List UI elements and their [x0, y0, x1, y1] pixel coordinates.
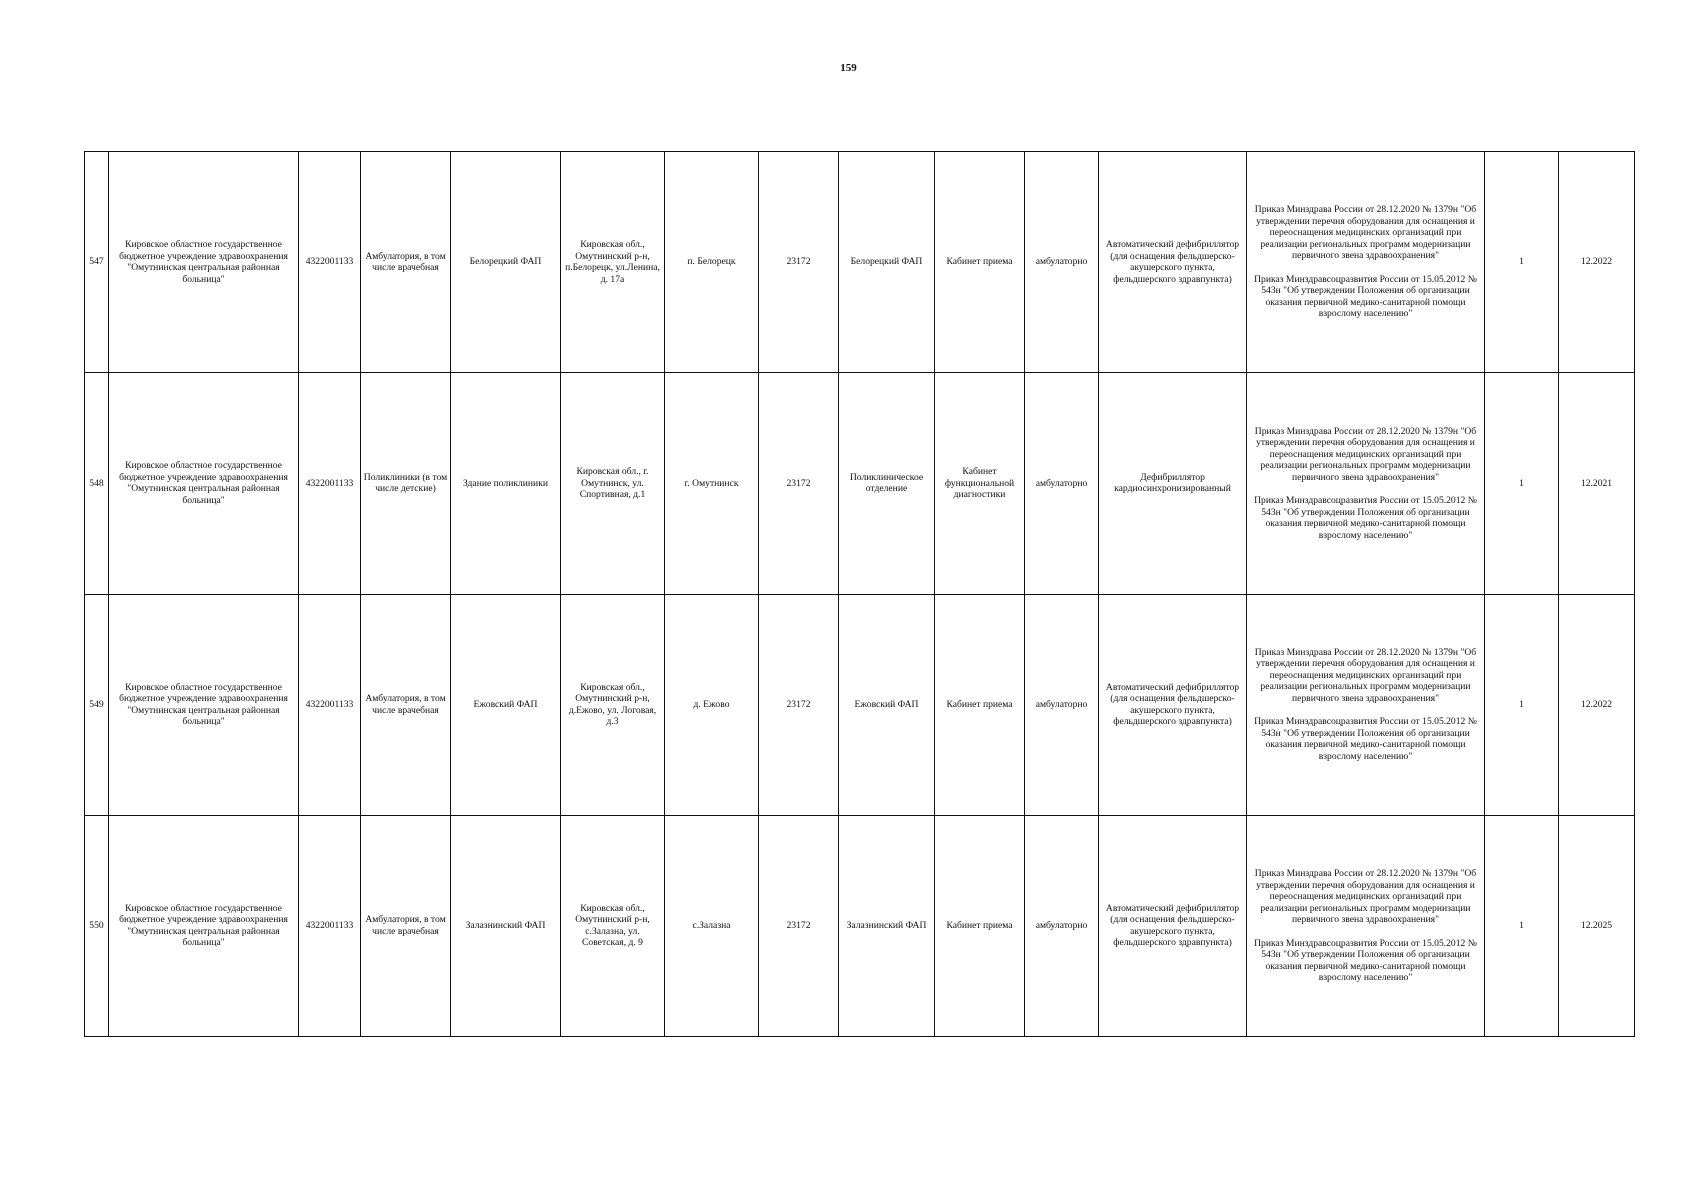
inn: 4322001133: [299, 815, 361, 1036]
facility-type: Амбулатория, в том числе врачебная: [361, 594, 451, 815]
institution-name: Кировское областное государственное бюджетное учреждение здравоохранения "Омутнинская центральная районная больница": [109, 152, 299, 373]
building-name: Здание поликлиники: [451, 373, 561, 594]
inn: 4322001133: [299, 594, 361, 815]
order-543n: Приказ Минздравсоцразвития России от 15.05.2012 № 543н "Об утверждении Положения об организации оказания первичной медико-санитарной помощи взрослому населению": [1254, 273, 1477, 320]
normative-acts: [1247, 594, 1485, 815]
room-name: Кабинет приема: [935, 815, 1025, 1036]
building-name: Ежовский ФАП: [451, 594, 561, 815]
locality: с.Залазна: [665, 815, 759, 1036]
delivery-date: 12.2022: [1559, 152, 1635, 373]
table-row: [85, 152, 1635, 373]
row-number: 549: [85, 594, 109, 815]
table-row: [85, 373, 1635, 594]
table-row: [85, 815, 1635, 1036]
row-number: 550: [85, 815, 109, 1036]
facility-type: Поликлиники (в том числе детские): [361, 373, 451, 594]
institution-name: Кировское областное государственное бюджетное учреждение здравоохранения "Омутнинская центральная районная больница": [109, 594, 299, 815]
order-1379n: Приказ Минздрава России от 28.12.2020 № 1379н "Об утверждении перечня оборудования для оснащения и переоснащения медицинских организаций при реализации региональных программ модернизации первичного звена здравоохранения": [1254, 204, 1477, 262]
code: 23172: [759, 373, 839, 594]
care-form: амбулаторно: [1025, 594, 1099, 815]
delivery-date: 12.2021: [1559, 373, 1635, 594]
quantity: 1: [1485, 152, 1559, 373]
institution-name: Кировское областное государственное бюджетное учреждение здравоохранения "Омутнинская центральная районная больница": [109, 815, 299, 1036]
inn: 4322001133: [299, 152, 361, 373]
institution-name: Кировское областное государственное бюджетное учреждение здравоохранения "Омутнинская центральная районная больница": [109, 373, 299, 594]
building-name: Белорецкий ФАП: [451, 152, 561, 373]
delivery-date: 12.2025: [1559, 815, 1635, 1036]
table-body: [85, 152, 1635, 1037]
unit-name: Залазнинский ФАП: [839, 815, 935, 1036]
building-name: Залазнинский ФАП: [451, 815, 561, 1036]
facility-type: Амбулатория, в том числе врачебная: [361, 152, 451, 373]
order-1379n: Приказ Минздрава России от 28.12.2020 № 1379н "Об утверждении перечня оборудования для оснащения и переоснащения медицинских организаций при реализации региональных программ модернизации первичного звена здравоохранения": [1254, 425, 1477, 483]
equipment-registry-table: [84, 151, 1635, 1037]
quantity: 1: [1485, 373, 1559, 594]
unit-name: Белорецкий ФАП: [839, 152, 935, 373]
address: Кировская обл., Омутнинский р-н, д.Ежово, ул. Логовая, д.3: [561, 594, 665, 815]
order-1379n: Приказ Минздрава России от 28.12.2020 № 1379н "Об утверждении перечня оборудования для оснащения и переоснащения медицинских организаций при реализации региональных программ модернизации первичного звена здравоохранения": [1254, 646, 1477, 704]
equipment-name: Дефибриллятор кардиосинхронизированный: [1099, 373, 1247, 594]
equipment-name: Автоматический дефибриллятор (для оснащения фельдшерско-акушерского пункта, фельдшерского здравпункта): [1099, 594, 1247, 815]
table-row: [85, 594, 1635, 815]
equipment-name: Автоматический дефибриллятор (для оснащения фельдшерско-акушерского пункта, фельдшерского здравпункта): [1099, 152, 1247, 373]
code: 23172: [759, 594, 839, 815]
address: Кировская обл., Омутнинский р-н, п.Белорецк, ул.Ленина, д. 17а: [561, 152, 665, 373]
quantity: 1: [1485, 594, 1559, 815]
order-543n: Приказ Минздравсоцразвития России от 15.05.2012 № 543н "Об утверждении Положения об организации оказания первичной медико-санитарной помощи взрослому населению": [1254, 495, 1477, 541]
order-1379n: Приказ Минздрава России от 28.12.2020 № 1379н "Об утверждении перечня оборудования для оснащения и переоснащения медицинских организаций при реализации региональных программ модернизации первичного звена здравоохранения": [1254, 868, 1477, 926]
quantity: 1: [1485, 815, 1559, 1036]
care-form: амбулаторно: [1025, 152, 1099, 373]
address: Кировская обл., г. Омутнинск, ул. Спортивная, д.1: [561, 373, 665, 594]
page-number: 159: [840, 62, 857, 74]
order-543n: Приказ Минздравсоцразвития России от 15.05.2012 № 543н "Об утверждении Положения об организации оказания первичной медико-санитарной помощи взрослому населению": [1254, 937, 1477, 984]
room-name: Кабинет приема: [935, 152, 1025, 373]
locality: п. Белорецк: [665, 152, 759, 373]
code: 23172: [759, 152, 839, 373]
room-name: Кабинет функциональной диагностики: [935, 373, 1025, 594]
delivery-date: 12.2022: [1559, 594, 1635, 815]
row-number: 547: [85, 152, 109, 373]
address: Кировская обл., Омутнинский р-н, с.Залазна, ул. Советская, д. 9: [561, 815, 665, 1036]
normative-acts: [1247, 815, 1485, 1036]
room-name: Кабинет приема: [935, 594, 1025, 815]
row-number: 548: [85, 373, 109, 594]
unit-name: Ежовский ФАП: [839, 594, 935, 815]
equipment-name: Автоматический дефибриллятор (для оснащения фельдшерско-акушерского пункта, фельдшерского здравпункта): [1099, 815, 1247, 1036]
order-543n: Приказ Минздравсоцразвития России от 15.05.2012 № 543н "Об утверждении Положения об организации оказания первичной медико-санитарной помощи взрослому населению": [1254, 716, 1477, 762]
locality: д. Ежово: [665, 594, 759, 815]
normative-acts: [1247, 152, 1485, 373]
inn: 4322001133: [299, 373, 361, 594]
care-form: амбулаторно: [1025, 373, 1099, 594]
code: 23172: [759, 815, 839, 1036]
locality: г. Омутнинск: [665, 373, 759, 594]
unit-name: Поликлиническое отделение: [839, 373, 935, 594]
facility-type: Амбулатория, в том числе врачебная: [361, 815, 451, 1036]
normative-acts: [1247, 373, 1485, 594]
care-form: амбулаторно: [1025, 815, 1099, 1036]
